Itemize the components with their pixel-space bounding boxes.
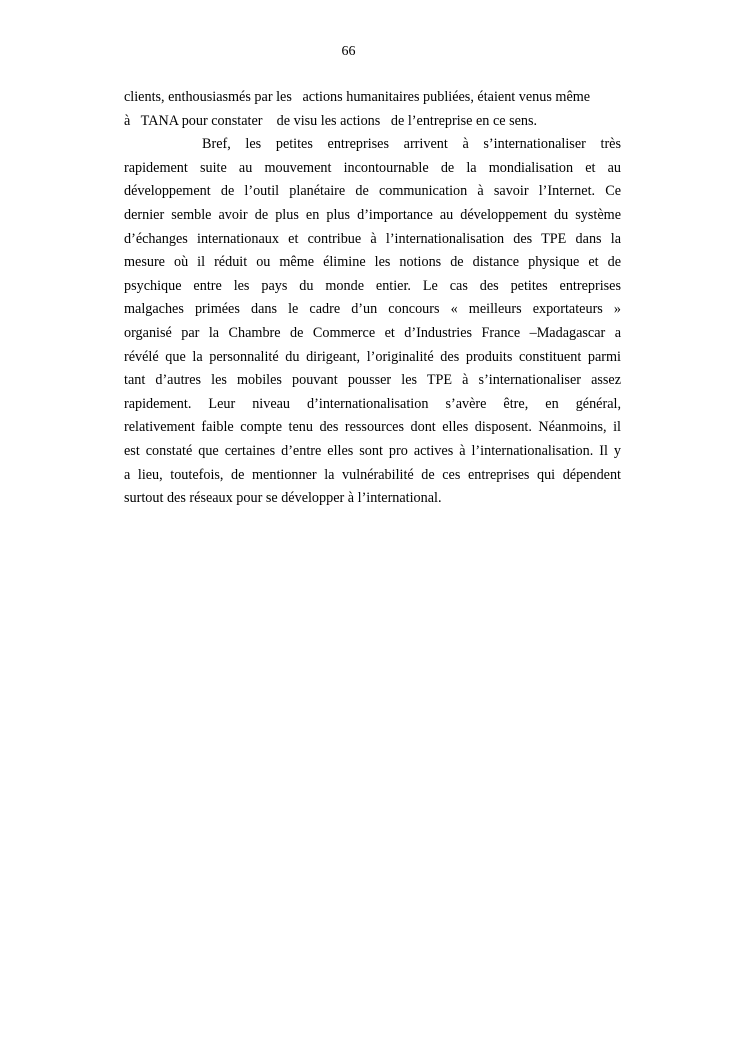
text-line: malgaches primées dans le cadre d’un concours « meilleurs exportateurs » (124, 301, 621, 318)
text-line: dernier semble avoir de plus en plus d’importance au développement du système (124, 206, 621, 223)
text-line: d’échanges internationaux et contribue à l’internationalisation des TPE dans la (124, 230, 621, 247)
page-number: 66 (341, 44, 356, 59)
text-line: tant d’autres les mobiles pouvant pousser les TPE à s’internationaliser assez (124, 372, 621, 389)
text-line: à TANA pour constater de visu les actions de l’entreprise en ce sens. (124, 112, 538, 129)
text-line-last: surtout des réseaux pour se développer à l’international. (124, 490, 442, 507)
text-line: mesure où il réduit ou même élimine les notions de distance physique et de (124, 254, 621, 271)
text-line-indented: Bref, les petites entreprises arrivent à s’internationaliser très (202, 136, 621, 153)
text-line: a lieu, toutefois, de mentionner la vulnérabilité de ces entreprises qui dépendent (124, 466, 621, 483)
text-line: révélé que la personnalité du dirigeant, l’originalité des produits constituent parmi (124, 348, 621, 365)
text-line: clients, enthousiasmés par les actions humanitaires publiées, étaient venus même (124, 89, 591, 105)
text-line: rapidement. Leur niveau d’internationalisation s’avère être, en général, (124, 395, 621, 412)
text-line: organisé par la Chambre de Commerce et d’Industries France –Madagascar a (124, 324, 621, 341)
body-text (124, 86, 621, 511)
text-line: est constaté que certaines d’entre elles sont pro actives à l’internationalisation. Il y (124, 442, 621, 459)
text-line: rapidement suite au mouvement incontournable de la mondialisation et au (124, 159, 621, 176)
text-line: relativement faible compte tenu des ressources dont elles disposent. Néanmoins, il (124, 419, 621, 436)
text-line: développement de l’outil planétaire de communication à savoir l’Internet. Ce (124, 183, 621, 200)
text-line: psychique entre les pays du monde entier. Le cas des petites entreprises (124, 277, 621, 294)
